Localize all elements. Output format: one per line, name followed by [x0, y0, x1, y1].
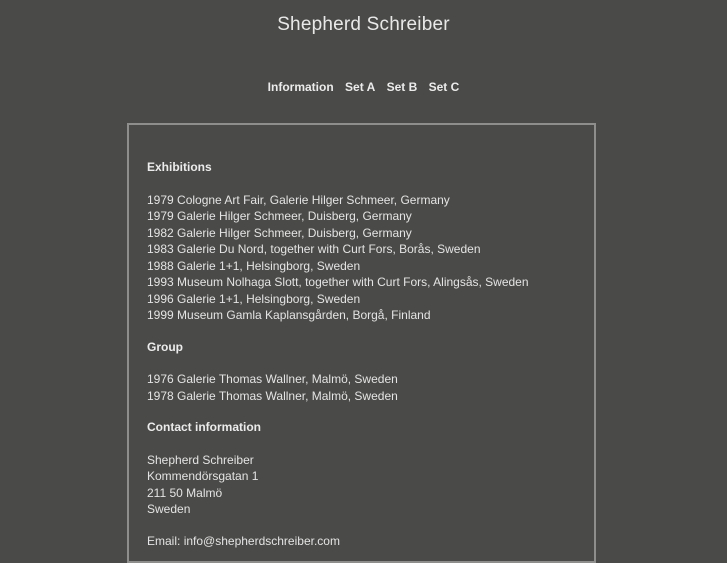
contact-street: Kommendörsgatan 1 [147, 469, 259, 483]
nav-set-b[interactable]: Set B [386, 80, 418, 94]
list-item: 1993 Museum Nolhaga Slott, together with Curt Fors, Alingsås, Sweden [147, 275, 529, 289]
list-item: 1999 Museum Gamla Kaplansgården, Borgå, Finland [147, 308, 431, 322]
main-nav [0, 80, 727, 94]
email-label: Email: [147, 533, 184, 548]
nav-information[interactable]: Information [267, 80, 334, 94]
contact-postcode-city: 211 50 Malmö [147, 485, 223, 500]
list-item: 1979 Cologne Art Fair, Galerie Hilger Schmeer, Germany [147, 192, 450, 207]
nav-set-a[interactable]: Set A [345, 80, 376, 94]
list-item: 1996 Galerie 1+1, Helsingborg, Sweden [147, 291, 361, 306]
group-list [147, 371, 576, 404]
contact-address [147, 452, 576, 518]
list-item: 1982 Galerie Hilger Schmeer, Duisberg, Germany [147, 225, 412, 240]
contact-name: Shepherd Schreiber [147, 452, 254, 467]
list-item: 1983 Galerie Du Nord, together with Curt Fors, Borås, Sweden [147, 242, 481, 256]
exhibitions-list [147, 192, 576, 324]
list-item: 1978 Galerie Thomas Wallner, Malmö, Sweden [147, 388, 398, 403]
email-link[interactable]: info@shepherdschreiber.com [183, 533, 340, 548]
content-panel [127, 123, 596, 563]
contact-email-line [147, 533, 576, 550]
group-heading: Group [147, 339, 183, 354]
nav-set-c[interactable]: Set C [428, 80, 460, 94]
contact-heading: Contact information [147, 420, 261, 434]
list-item: 1976 Galerie Thomas Wallner, Malmö, Sweden [147, 372, 398, 386]
exhibitions-heading: Exhibitions [147, 160, 212, 174]
contact-country: Sweden [147, 502, 191, 516]
site-title: Shepherd Schreiber [277, 14, 450, 35]
list-item: 1979 Galerie Hilger Schmeer, Duisberg, Germany [147, 209, 412, 223]
list-item: 1988 Galerie 1+1, Helsingborg, Sweden [147, 258, 361, 273]
